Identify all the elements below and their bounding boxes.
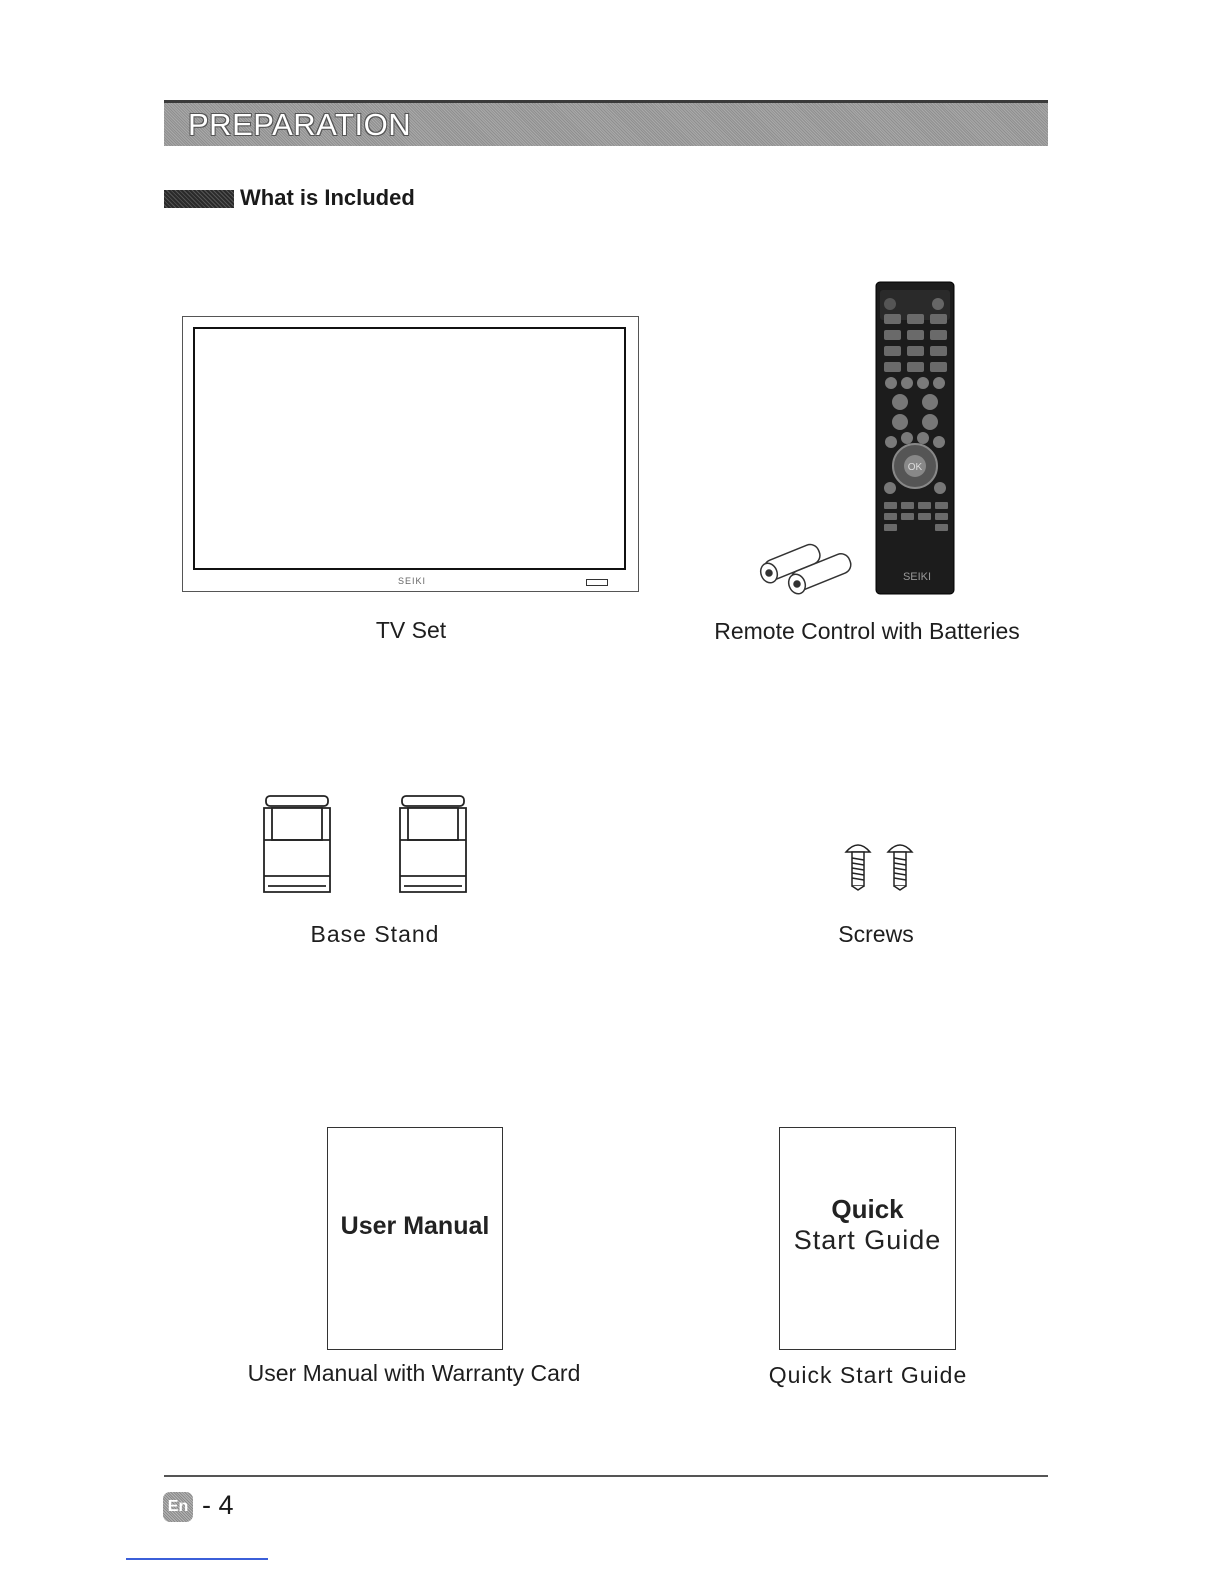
section-marker xyxy=(164,190,234,208)
quick-start-guide-caption: Quick Start Guide xyxy=(768,1362,968,1388)
base-stand-caption: Base Stand xyxy=(310,921,440,947)
remote-control-illustration xyxy=(745,280,960,598)
footer-link-underline xyxy=(126,1558,268,1560)
base-stand-illustration xyxy=(258,794,474,896)
tv-set-caption: TV Set xyxy=(375,617,447,643)
base-stand-left xyxy=(264,796,330,892)
tv-screen xyxy=(193,327,626,570)
base-stand-right xyxy=(400,796,466,892)
ok-button-label: OK xyxy=(907,462,923,473)
tv-power-indicator xyxy=(586,579,608,586)
power-icon xyxy=(884,298,896,310)
tv-set-illustration xyxy=(182,316,639,592)
quick-guide-cover-line2: Start Guide xyxy=(793,1225,942,1255)
remote-brand-logo: SEIKI xyxy=(902,571,932,583)
batteries-icon xyxy=(758,542,854,596)
screws-caption: Screws xyxy=(838,921,914,947)
quick-guide-cover-line1: Quick xyxy=(831,1194,904,1224)
quick-start-guide-illustration xyxy=(779,1127,956,1350)
screws-illustration xyxy=(842,840,916,892)
user-manual-caption: User Manual with Warranty Card xyxy=(247,1360,581,1386)
footer-divider xyxy=(164,1475,1048,1477)
mute-icon xyxy=(932,298,944,310)
screw-icon xyxy=(846,845,870,890)
user-manual-illustration xyxy=(327,1127,503,1350)
section-title: What is Included xyxy=(240,185,415,210)
page-title: PREPARATION xyxy=(188,107,412,142)
remote-control-caption: Remote Control with Batteries xyxy=(714,618,1020,644)
section-header-bar xyxy=(164,100,1048,146)
user-manual-cover-title: User Manual xyxy=(340,1212,490,1240)
tv-brand-logo: SEIKI xyxy=(398,576,427,586)
page-number: - 4 xyxy=(202,1490,234,1520)
language-badge: En xyxy=(163,1492,193,1522)
screw-icon xyxy=(888,845,912,890)
